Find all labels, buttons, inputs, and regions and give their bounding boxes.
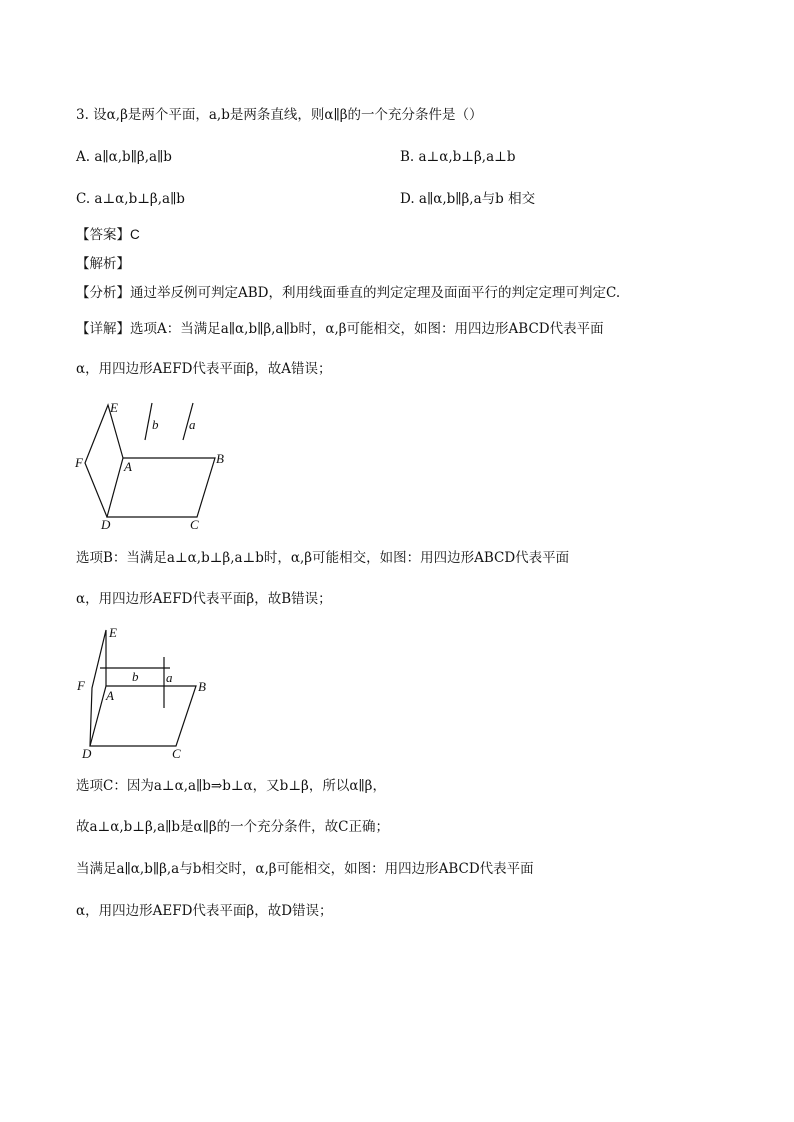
detail-option-c-line2: 故a⊥α,b⊥β,a∥b是α∥β的一个充分条件，故C正确； bbox=[76, 819, 389, 835]
detail-option-a-line1: 【详解】选项A：当满足a∥α,b∥β,a∥b时，α,β可能相交，如图：用四边形ABCD代表平面 bbox=[76, 321, 604, 337]
fig1-label-a: A bbox=[124, 459, 132, 474]
fig2-line-a-label: a bbox=[166, 670, 173, 685]
option-d: D. a∥α,b∥β,a与b 相交 bbox=[400, 191, 536, 207]
question-text: 3. 设α,β是两个平面，a,b是两条直线，则α∥β的一个充分条件是（） bbox=[76, 107, 483, 123]
fig1-line-b-label: b bbox=[152, 417, 159, 432]
fig2-label-d: D bbox=[82, 746, 92, 761]
figure-1-diagram bbox=[70, 395, 240, 535]
fig1-label-b: B bbox=[216, 451, 224, 466]
detail-option-a-line2: α，用四边形AEFD代表平面β，故A错误； bbox=[76, 361, 332, 377]
fig1-label-d: D bbox=[101, 517, 111, 532]
detail-option-d-line2: α，用四边形AEFD代表平面β，故D错误； bbox=[76, 903, 333, 919]
option-c: C. a⊥α,b⊥β,a∥b bbox=[76, 191, 185, 207]
fig2-label-a: A bbox=[106, 688, 114, 703]
fig2-label-b: B bbox=[198, 679, 206, 694]
fig1-label-e: E bbox=[110, 400, 118, 415]
answer-line: 【答案】C bbox=[76, 227, 140, 242]
figure-2-diagram bbox=[70, 620, 240, 765]
fig1-label-f: F bbox=[75, 455, 83, 470]
fig2-label-e: E bbox=[109, 625, 117, 640]
detail-option-b-line2: α，用四边形AEFD代表平面β，故B错误； bbox=[76, 591, 332, 607]
option-b: B. a⊥α,b⊥β,a⊥b bbox=[400, 149, 516, 165]
detail-option-d-line1: 当满足a∥α,b∥β,a与b相交时，α,β可能相交，如图：用四边形ABCD代表平面 bbox=[76, 861, 534, 877]
option-a: A. a∥α,b∥β,a∥b bbox=[76, 149, 172, 165]
fig2-line-b-label: b bbox=[132, 669, 139, 684]
analysis-text: 【分析】通过举反例可判定ABD，利用线面垂直的判定定理及面面平行的判定定理可判定C. bbox=[76, 285, 621, 301]
fig2-label-c: C bbox=[172, 746, 181, 761]
fig1-line-a-label: a bbox=[189, 417, 196, 432]
fig1-label-c: C bbox=[190, 517, 199, 532]
analysis-heading: 【解析】 bbox=[76, 256, 130, 271]
fig2-label-f: F bbox=[77, 678, 85, 693]
detail-option-c-line1: 选项C：因为a⊥α,a∥b⇒b⊥α，又b⊥β，所以α∥β， bbox=[76, 778, 386, 794]
detail-option-b-line1: 选项B：当满足a⊥α,b⊥β,a⊥b时，α,β可能相交，如图：用四边形ABCD代表平面 bbox=[76, 550, 570, 566]
